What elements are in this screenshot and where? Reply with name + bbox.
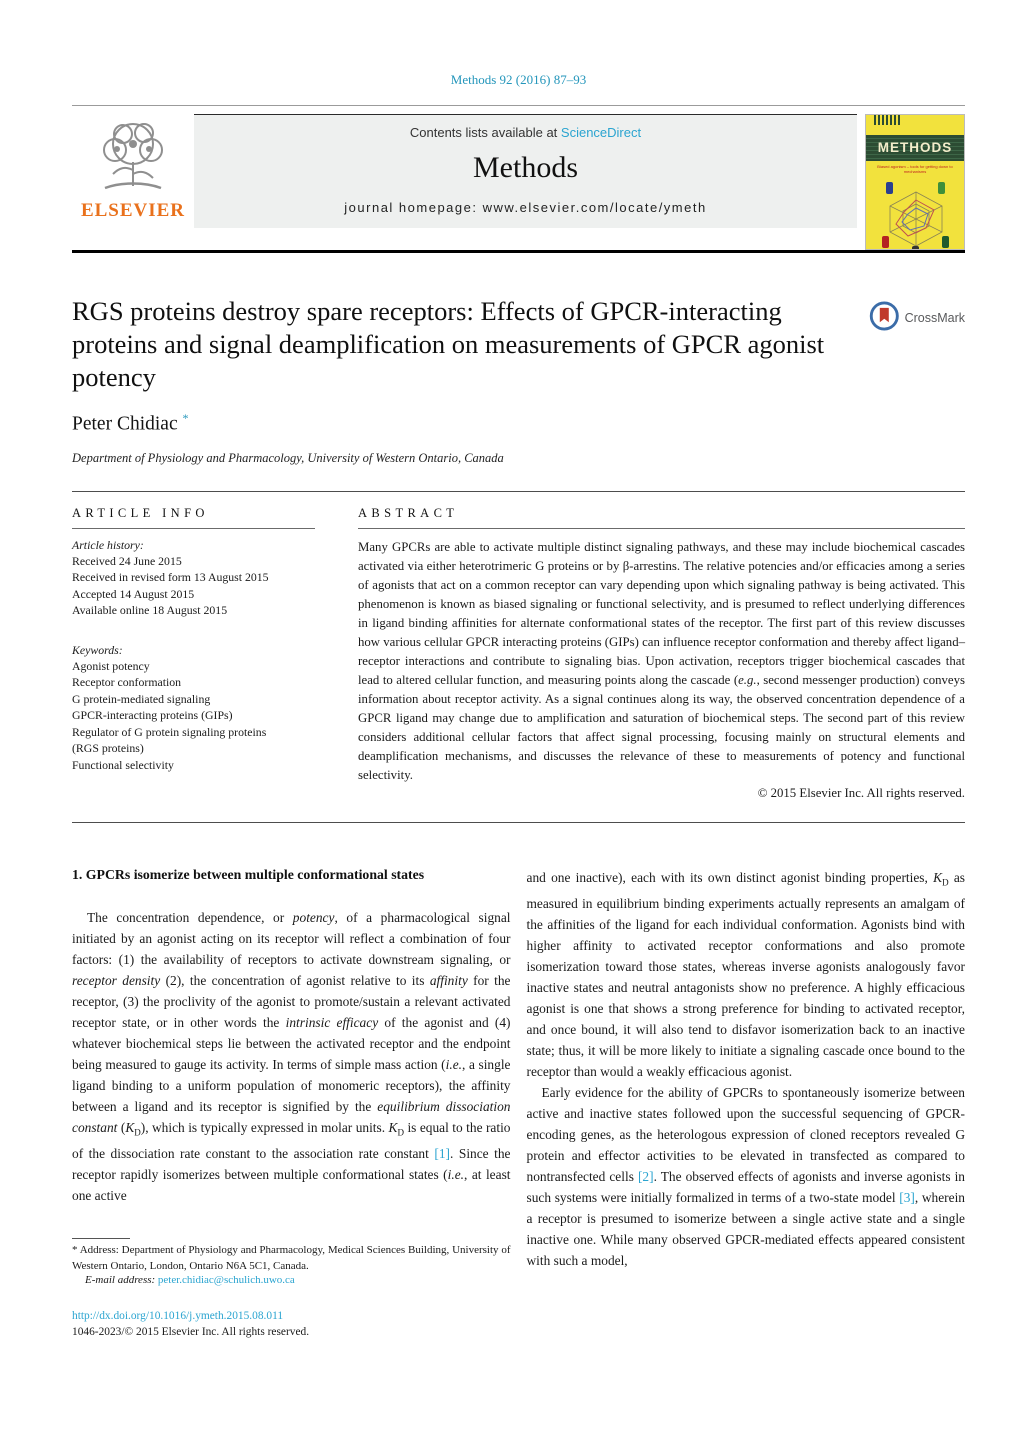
journal-banner bbox=[194, 114, 857, 228]
keywords-label: Keywords: bbox=[72, 642, 123, 657]
citation-link[interactable]: [3] bbox=[899, 1190, 915, 1206]
article-info-underline bbox=[72, 528, 315, 529]
body-left-column bbox=[72, 867, 511, 1341]
body-paragraph: The concentration dependence, or potency, of a pharmacological signal initiated by an agonist acting on its receptor will reflect a combination of four factors: (1) the availability of receptors to activate downstream signaling, or receptor density (2), the concentration of agonist relative to its affinity for the receptor, (3) the proclivity of the agonist to promote/sustain a relevant activated receptor state, or in other words the intrinsic efficacy of the agonist and (4) whatever biochemical steps lie between the activated receptor and the endpoint being measured to gauge its activity. In terms of simple mass action (i.e., a single ligand binding to a uniform population of monomeric receptors), the affinity between a ligand and its receptor is signified by the equilibrium dissociation constant $(K_D)$, which is typically expressed in molar units. $K_D$ is equal to the ratio of the dissociation rate constant to the association rate constant [1]. Since the receptor rapidly isomerizes between multiple conformational states (i.e., at least one active bbox=[72, 909, 511, 1204]
article-title: RGS proteins destroy spare receptors: Effects of GPCR-interacting proteins and signal deamplification on measurements of GPCR agonist potency bbox=[72, 296, 825, 392]
abstract-underline bbox=[358, 528, 965, 529]
list-item: GPCR-interacting proteins (GIPs) bbox=[72, 708, 233, 723]
body-paragraph: Early evidence for the ability of GPCRs to spontaneously isomerize between active and inactive states followed upon the successful sequencing of GPCR-encoding genes, as the heterologous expression of cloned receptors revealed G protein and effector activities to be elevated in transfected as compared to nontransfected cells [2]. The observed effects of agonists and inverse agonists in such systems were initially formalized in terms of a two-state model [3], wherein a receptor is presumed to isomerize between a single active state and a single inactive one. While many observed GPCR-mediated effects appeared consistent with such a model, bbox=[526, 1085, 966, 1269]
list-item: Agonist potency bbox=[72, 658, 150, 673]
article-body bbox=[72, 867, 965, 1341]
elsevier-wordmark: ELSEVIER bbox=[80, 200, 186, 221]
footer-block bbox=[72, 1308, 511, 1340]
journal-masthead bbox=[72, 114, 965, 250]
author-footnote-link[interactable]: * bbox=[182, 411, 189, 425]
contents-line bbox=[194, 125, 857, 140]
abstract-header: ABSTRACT bbox=[358, 505, 459, 520]
doi-link[interactable]: http://dx.doi.org/10.1016/j.ymeth.2015.08.011 bbox=[72, 1310, 284, 1323]
footnote-rule bbox=[72, 1238, 130, 1239]
abstract-column bbox=[358, 492, 965, 801]
abstract-text: Many GPCRs are able to activate multiple distinct signaling pathways, and these may include biochemical cascades activated via either heterotrimeric G proteins or by β-arrestins. The relative potencies and/or efficacies among a series of agonists that act on a common receptor can vary depending upon which signaling pathway is being activated. This phenomenon is known as biased signaling or functional selectivity, and is presumed to reflect underlying differences in ligand binding affinities for alternate conformational states of the receptor. The first part of this review discusses how various cellular GPCR interacting proteins (GIPs) can influence receptor conformation and thereby affect ligand–receptor interactions and contribute to signaling bias. Upon activation, receptors trigger biochemical cascades that lead to altered cellular function, and measuring points along the cascade (e.g., second messenger production) conveys information about receptor activity. As a signal continues along its way, the observed concentration dependence of a GPCR ligand may change due to amplification and saturation of biochemical steps. The second part of this review considers additional cellular factors that affect signal processing, focusing mainly on structural elements and deamplification mechanisms, and discusses the relevance of these to measurements of potency and functional selectivity. bbox=[358, 539, 965, 782]
info-abstract-block bbox=[72, 491, 965, 823]
abstract-copyright: © 2015 Elsevier Inc. All rights reserved. bbox=[757, 785, 965, 800]
top-rule bbox=[72, 105, 965, 106]
crossmark-badge[interactable] bbox=[869, 295, 965, 394]
citation-link[interactable]: [1] bbox=[434, 1146, 450, 1162]
cover-title: METHODS bbox=[866, 135, 964, 161]
cover-subtitle: Biased agonism – tools for getting down to mechanisms bbox=[877, 164, 953, 174]
body-right-column bbox=[527, 867, 966, 1341]
citation-link[interactable]: [2] bbox=[637, 1169, 654, 1185]
history-label: Article history: bbox=[72, 537, 144, 552]
article-info-column bbox=[72, 492, 315, 801]
email-link[interactable]: peter.chidiac@schulich.uwo.ca bbox=[157, 1274, 295, 1287]
list-item: Functional selectivity bbox=[72, 758, 174, 773]
list-item: Regulator of G protein signaling proteins bbox=[72, 724, 267, 739]
footnote-email-line bbox=[72, 1274, 511, 1286]
list-item: Receptor conformation bbox=[72, 675, 182, 690]
journal-reference-link[interactable]: Methods 92 (2016) 87–93 bbox=[450, 72, 587, 87]
column-gap bbox=[315, 492, 358, 801]
masthead-divider bbox=[72, 250, 965, 253]
cover-radar-chart bbox=[866, 174, 965, 250]
author-name bbox=[72, 411, 965, 436]
list-item: Accepted 14 August 2015 bbox=[72, 586, 195, 601]
author-text: Peter Chidiac bbox=[72, 413, 178, 435]
list-item: G protein-mediated signaling bbox=[72, 691, 211, 706]
abstract-bottom-rule bbox=[72, 822, 965, 823]
section-1-heading: 1. GPCRs isomerize between multiple conformational states bbox=[72, 866, 425, 882]
crossmark-label: CrossMark bbox=[904, 311, 965, 325]
article-info-header: ARTICLE INFO bbox=[72, 505, 209, 520]
list-item: Available online 18 August 2015 bbox=[72, 603, 228, 617]
sciencedirect-link[interactable]: ScienceDirect bbox=[560, 125, 642, 140]
list-item: Received in revised form 13 August 2015 bbox=[72, 570, 269, 584]
list-item: Received 24 June 2015 bbox=[72, 553, 182, 568]
elsevier-logo[interactable] bbox=[72, 114, 194, 222]
contents-prefix: Contents lists available at bbox=[409, 125, 561, 140]
crossmark-icon bbox=[869, 299, 900, 333]
list-item: (RGS proteins) bbox=[72, 741, 144, 756]
article-page bbox=[0, 72, 1020, 1340]
body-paragraph: and one inactive), each with its own distinct agonist binding properties, $K_D$ as measured in equilibrium binding experiments actually represents an amalgam of the affinities of the ligand for each individual conformation. Agonists bind with higher affinity to activated receptor conformations and also promote isomerization toward those states, whereas inverse agonists analogously favor inactive states and neutral antagonists show no preference. A highly efficacious agonist is one that shows a strong preference for binding to activated receptor, and once bound, it will also tend to disfavor isomerization back to an inactive state; thus, it will be more likely to initiate a signaling cascade once bound to the receptor than would a weakly efficacious agonist. bbox=[526, 869, 965, 1080]
footnote-block bbox=[72, 1238, 511, 1286]
keywords-list bbox=[72, 658, 315, 774]
journal-homepage-link[interactable]: journal homepage: www.elsevier.com/locate/ymeth bbox=[344, 200, 707, 215]
history-list bbox=[72, 553, 315, 619]
elsevier-tree-icon bbox=[87, 116, 179, 204]
journal-cover-thumbnail[interactable] bbox=[865, 114, 965, 250]
cover-barcode-decoration bbox=[874, 115, 900, 125]
title-block bbox=[72, 295, 965, 394]
footnote-address: * Address: Department of Physiology and Pharmacology, Medical Sciences Building, University of Western Ontario, London, Ontario N6A 5C1, Canada. bbox=[72, 1244, 511, 1272]
author-affiliation: Department of Physiology and Pharmacology, University of Western Ontario, Canada bbox=[72, 450, 504, 465]
journal-title: Methods bbox=[473, 151, 578, 184]
issn-copyright-line: 1046-2023/© 2015 Elsevier Inc. All rights reserved. bbox=[72, 1326, 310, 1339]
email-label: E-mail address: bbox=[85, 1274, 156, 1287]
